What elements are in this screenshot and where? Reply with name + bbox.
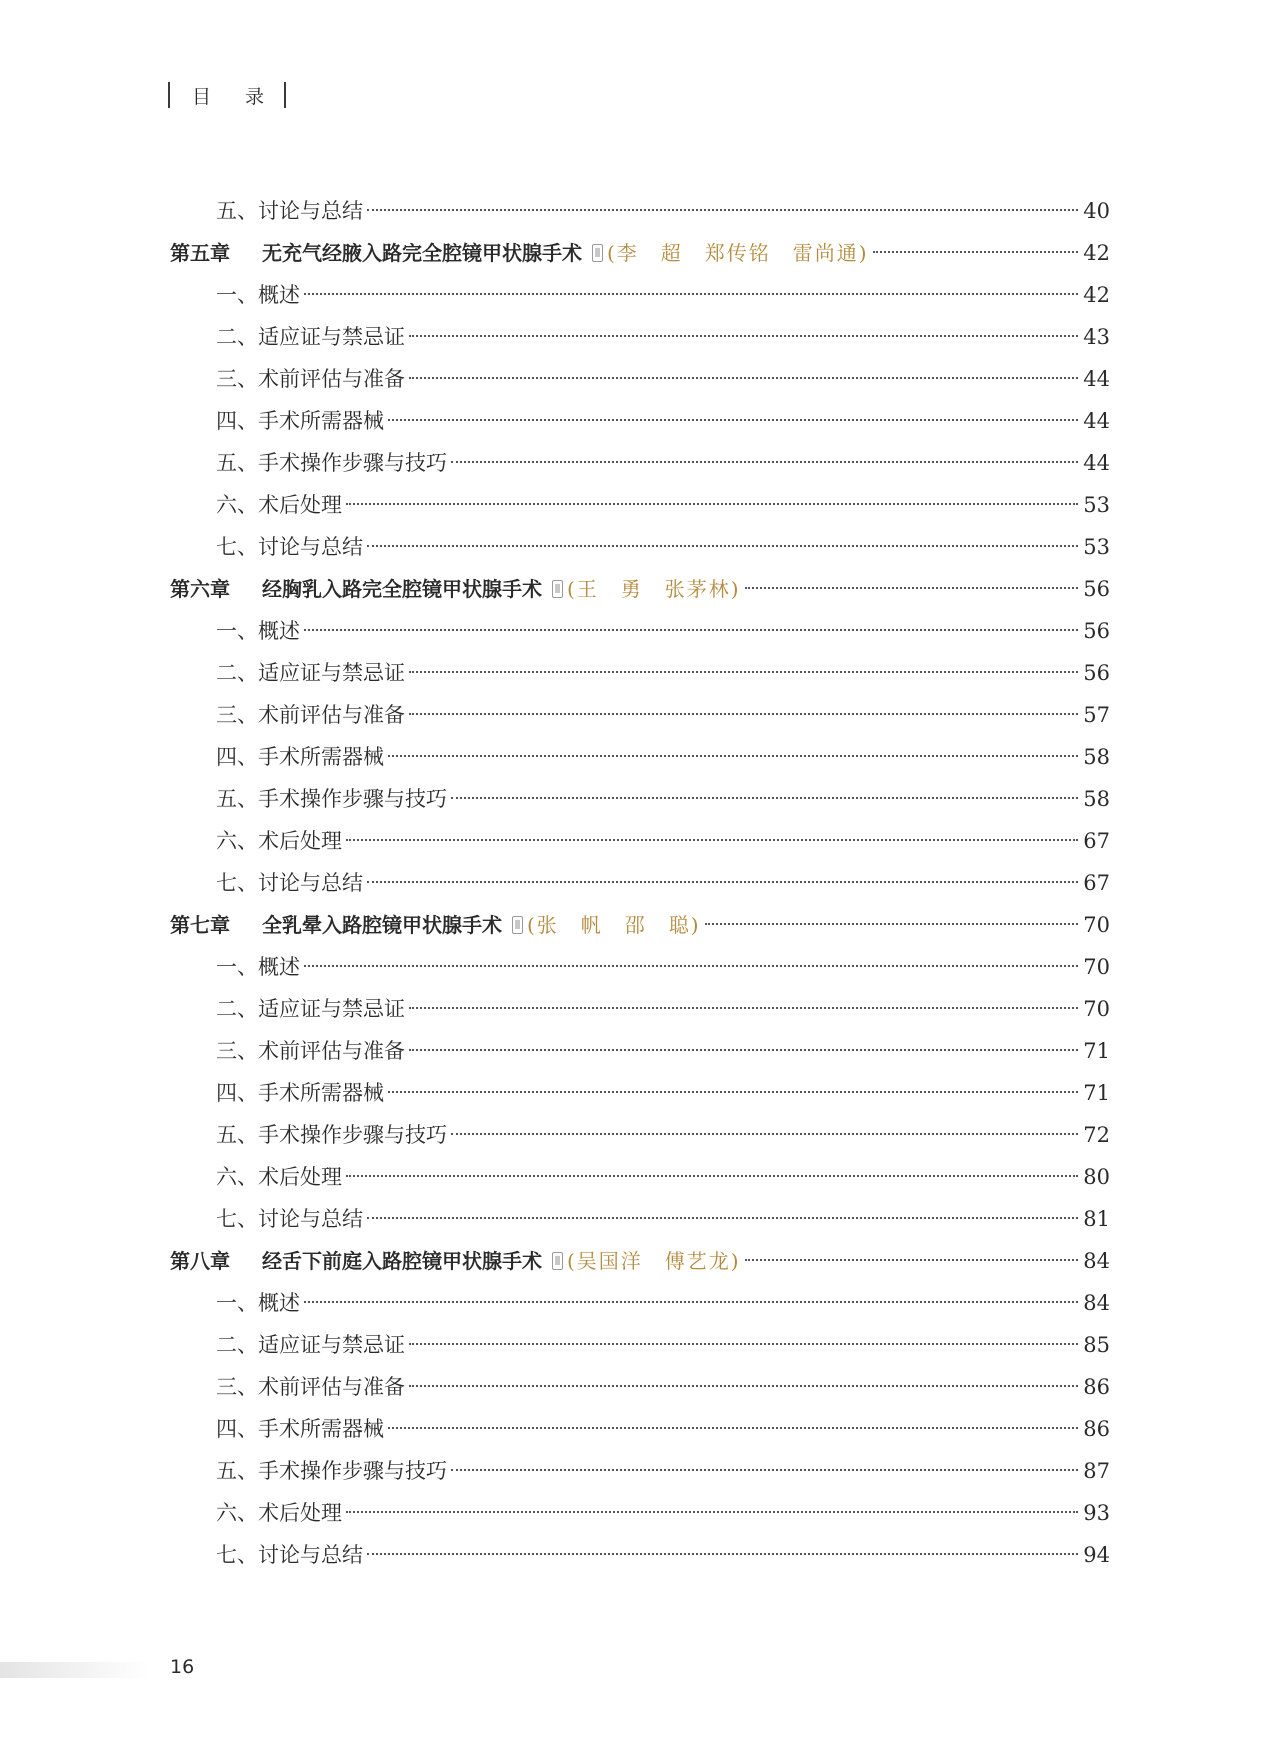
dot-leader bbox=[451, 1469, 1078, 1471]
toc-section-row bbox=[170, 1030, 1110, 1072]
dot-leader bbox=[367, 1217, 1078, 1219]
toc-section-row bbox=[170, 442, 1110, 484]
toc-section-row bbox=[170, 820, 1110, 862]
page-reference: 43 bbox=[1083, 325, 1110, 349]
chapter-authors: (张 帆 邵 聪) bbox=[527, 913, 701, 937]
section-title: 六、术后处理 bbox=[216, 829, 342, 853]
dot-leader bbox=[745, 1259, 1078, 1261]
page-reference: 58 bbox=[1083, 787, 1110, 811]
section-title: 三、术前评估与准备 bbox=[216, 1039, 405, 1063]
chapter-authors: (李 超 郑传铭 雷尚通) bbox=[607, 241, 869, 265]
section-title: 五、手术操作步骤与技巧 bbox=[216, 1123, 447, 1147]
page-reference: 84 bbox=[1083, 1249, 1110, 1273]
running-header bbox=[168, 80, 286, 110]
page-reference: 57 bbox=[1083, 703, 1110, 727]
dot-leader bbox=[388, 755, 1078, 757]
section-title: 三、术前评估与准备 bbox=[216, 1375, 405, 1399]
mobile-phone-icon bbox=[552, 1252, 563, 1270]
dot-leader bbox=[388, 419, 1078, 421]
section-title: 六、术后处理 bbox=[216, 1501, 342, 1525]
header-title: 目 录 bbox=[192, 85, 279, 108]
section-title: 六、术后处理 bbox=[216, 493, 342, 517]
page-reference: 42 bbox=[1083, 241, 1110, 265]
toc-section-row bbox=[170, 526, 1110, 568]
chapter-authors: (王 勇 张茅林) bbox=[567, 577, 741, 601]
page-reference: 42 bbox=[1083, 283, 1110, 307]
section-title: 五、手术操作步骤与技巧 bbox=[216, 451, 447, 475]
page-reference: 44 bbox=[1083, 367, 1110, 391]
dot-leader bbox=[451, 1133, 1078, 1135]
dot-leader bbox=[873, 251, 1078, 253]
dot-leader bbox=[409, 1049, 1078, 1051]
chapter-number: 第六章 bbox=[170, 577, 230, 601]
section-title: 二、适应证与禁忌证 bbox=[216, 1333, 405, 1357]
toc-section-row bbox=[170, 1072, 1110, 1114]
toc-section-row bbox=[170, 1282, 1110, 1324]
toc-section-row bbox=[170, 400, 1110, 442]
page-reference: 86 bbox=[1083, 1375, 1110, 1399]
page-reference: 56 bbox=[1083, 661, 1110, 685]
toc-section-row bbox=[170, 358, 1110, 400]
chapter-title: 无充气经腋入路完全腔镜甲状腺手术 bbox=[262, 241, 582, 265]
toc-chapter-row bbox=[170, 904, 1110, 946]
section-title: 二、适应证与禁忌证 bbox=[216, 325, 405, 349]
toc-section-row bbox=[170, 1450, 1110, 1492]
chapter-title: 经舌下前庭入路腔镜甲状腺手术 bbox=[262, 1249, 542, 1273]
section-title: 四、手术所需器械 bbox=[216, 409, 384, 433]
dot-leader bbox=[409, 713, 1078, 715]
section-title: 七、讨论与总结 bbox=[216, 1543, 363, 1567]
page-reference: 80 bbox=[1083, 1165, 1110, 1189]
dot-leader bbox=[367, 881, 1078, 883]
dot-leader bbox=[451, 461, 1078, 463]
dot-leader bbox=[745, 587, 1078, 589]
section-title: 一、概述 bbox=[216, 619, 300, 643]
dot-leader bbox=[409, 377, 1078, 379]
section-title: 七、讨论与总结 bbox=[216, 1207, 363, 1231]
dot-leader bbox=[346, 503, 1078, 505]
toc-section-row bbox=[170, 316, 1110, 358]
table-of-contents bbox=[170, 190, 1110, 1576]
section-title: 二、适应证与禁忌证 bbox=[216, 661, 405, 685]
section-title: 六、术后处理 bbox=[216, 1165, 342, 1189]
section-title: 五、手术操作步骤与技巧 bbox=[216, 1459, 447, 1483]
header-right-rule bbox=[284, 82, 286, 108]
page-reference: 44 bbox=[1083, 409, 1110, 433]
dot-leader bbox=[304, 1301, 1078, 1303]
page-reference: 67 bbox=[1083, 829, 1110, 853]
toc-section-row bbox=[170, 946, 1110, 988]
section-title: 一、概述 bbox=[216, 283, 300, 307]
dot-leader bbox=[346, 1175, 1078, 1177]
section-title: 四、手术所需器械 bbox=[216, 1417, 384, 1441]
section-title: 四、手术所需器械 bbox=[216, 745, 384, 769]
page-reference: 53 bbox=[1083, 493, 1110, 517]
page-reference: 93 bbox=[1083, 1501, 1110, 1525]
mobile-phone-icon bbox=[512, 916, 523, 934]
dot-leader bbox=[409, 671, 1078, 673]
page-reference: 71 bbox=[1083, 1081, 1110, 1105]
section-title: 七、讨论与总结 bbox=[216, 871, 363, 895]
page-reference: 86 bbox=[1083, 1417, 1110, 1441]
dot-leader bbox=[304, 965, 1078, 967]
section-title: 三、术前评估与准备 bbox=[216, 703, 405, 727]
toc-section-row bbox=[170, 190, 1110, 232]
toc-section-row bbox=[170, 1114, 1110, 1156]
chapter-authors: (吴国洋 傅艺龙) bbox=[567, 1249, 741, 1273]
toc-section-row bbox=[170, 484, 1110, 526]
toc-section-row bbox=[170, 1534, 1110, 1576]
chapter-title: 全乳晕入路腔镜甲状腺手术 bbox=[262, 913, 502, 937]
toc-section-row bbox=[170, 274, 1110, 316]
page-number: 16 bbox=[170, 1656, 195, 1678]
toc-section-row bbox=[170, 1408, 1110, 1450]
page-reference: 85 bbox=[1083, 1333, 1110, 1357]
section-title: 七、讨论与总结 bbox=[216, 535, 363, 559]
dot-leader bbox=[388, 1427, 1078, 1429]
mobile-phone-icon bbox=[552, 580, 563, 598]
toc-section-row bbox=[170, 862, 1110, 904]
toc-section-row bbox=[170, 1492, 1110, 1534]
dot-leader bbox=[409, 335, 1078, 337]
toc-section-row bbox=[170, 1156, 1110, 1198]
section-title: 一、概述 bbox=[216, 955, 300, 979]
dot-leader bbox=[304, 629, 1078, 631]
dot-leader bbox=[705, 923, 1078, 925]
toc-chapter-row bbox=[170, 568, 1110, 610]
dot-leader bbox=[451, 797, 1078, 799]
chapter-number: 第七章 bbox=[170, 913, 230, 937]
toc-chapter-row bbox=[170, 232, 1110, 274]
section-title: 五、讨论与总结 bbox=[216, 199, 363, 223]
section-title: 四、手术所需器械 bbox=[216, 1081, 384, 1105]
toc-chapter-row bbox=[170, 1240, 1110, 1282]
chapter-number: 第五章 bbox=[170, 241, 230, 265]
page-reference: 72 bbox=[1083, 1123, 1110, 1147]
dot-leader bbox=[346, 1511, 1078, 1513]
toc-section-row bbox=[170, 610, 1110, 652]
page-reference: 56 bbox=[1083, 619, 1110, 643]
footer-decoration-bar bbox=[0, 1662, 150, 1678]
section-title: 五、手术操作步骤与技巧 bbox=[216, 787, 447, 811]
dot-leader bbox=[367, 209, 1078, 211]
page-reference: 70 bbox=[1083, 997, 1110, 1021]
section-title: 一、概述 bbox=[216, 1291, 300, 1315]
page-reference: 44 bbox=[1083, 451, 1110, 475]
section-title: 二、适应证与禁忌证 bbox=[216, 997, 405, 1021]
page-reference: 40 bbox=[1083, 199, 1110, 223]
page-reference: 87 bbox=[1083, 1459, 1110, 1483]
page-reference: 81 bbox=[1083, 1207, 1110, 1231]
mobile-phone-icon bbox=[592, 244, 603, 262]
toc-section-row bbox=[170, 1198, 1110, 1240]
toc-section-row bbox=[170, 988, 1110, 1030]
dot-leader bbox=[367, 545, 1078, 547]
section-title: 三、术前评估与准备 bbox=[216, 367, 405, 391]
dot-leader bbox=[409, 1007, 1078, 1009]
page-reference: 70 bbox=[1083, 913, 1110, 937]
dot-leader bbox=[409, 1343, 1078, 1345]
toc-section-row bbox=[170, 778, 1110, 820]
chapter-number: 第八章 bbox=[170, 1249, 230, 1273]
page-reference: 94 bbox=[1083, 1543, 1110, 1567]
page-reference: 67 bbox=[1083, 871, 1110, 895]
page-reference: 58 bbox=[1083, 745, 1110, 769]
page-reference: 84 bbox=[1083, 1291, 1110, 1315]
toc-section-row bbox=[170, 694, 1110, 736]
dot-leader bbox=[304, 293, 1078, 295]
chapter-title: 经胸乳入路完全腔镜甲状腺手术 bbox=[262, 577, 542, 601]
dot-leader bbox=[346, 839, 1078, 841]
toc-section-row bbox=[170, 652, 1110, 694]
dot-leader bbox=[409, 1385, 1078, 1387]
toc-section-row bbox=[170, 1324, 1110, 1366]
page-reference: 71 bbox=[1083, 1039, 1110, 1063]
toc-section-row bbox=[170, 736, 1110, 778]
dot-leader bbox=[367, 1553, 1078, 1555]
dot-leader bbox=[388, 1091, 1078, 1093]
page-reference: 70 bbox=[1083, 955, 1110, 979]
page-reference: 56 bbox=[1083, 577, 1110, 601]
toc-section-row bbox=[170, 1366, 1110, 1408]
page-reference: 53 bbox=[1083, 535, 1110, 559]
